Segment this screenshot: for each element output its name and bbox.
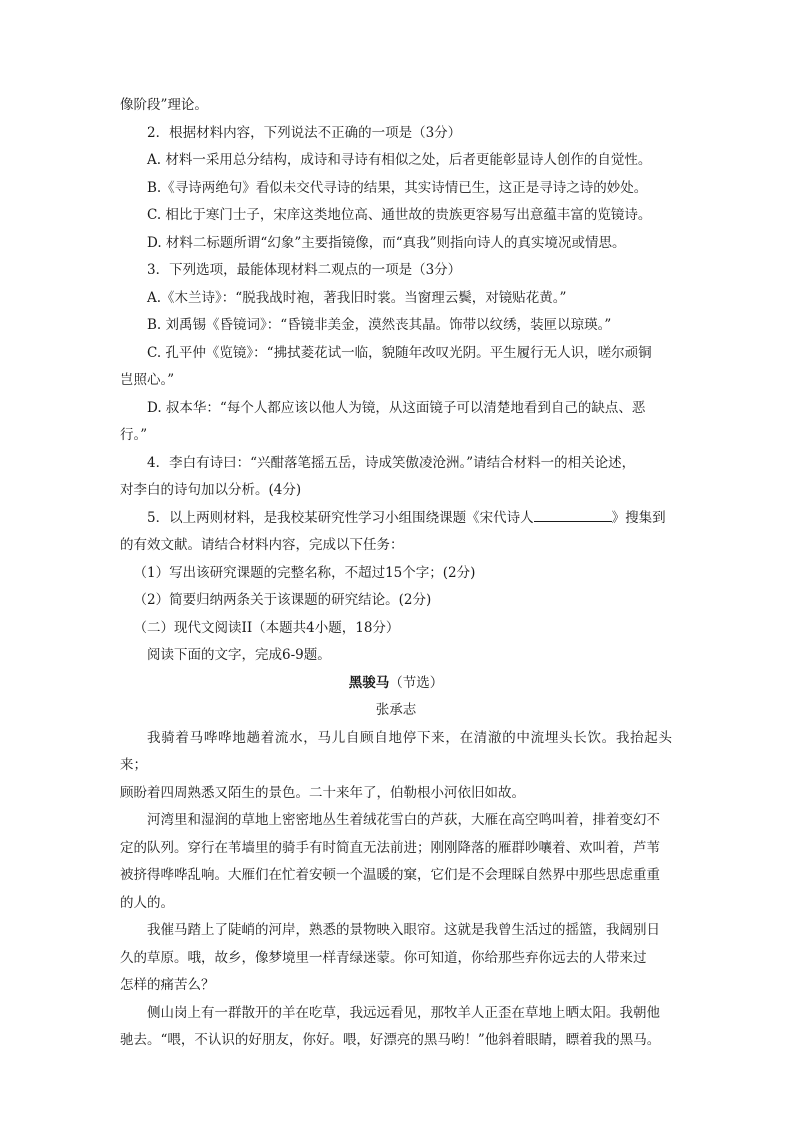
article-paragraph-2-line2: 定的队列。穿行在苇墙里的骑手有时简直无法前进；刚刚降落的雁群吵嚷着、欢叫着，芦苇 [120,839,660,856]
question-3-option-d-line2: 行。” [120,427,148,443]
article-paragraph-1-line2: 顾盼着四周熟悉又陌生的景色。二十来年了，伯勒根小河依旧如故。 [120,784,525,801]
article-paragraph-2-line1: 河湾里和湿润的草地上密密地丛生着绒花雪白的芦荻，大雁在高空鸣叫着，排着变幻不 [147,812,660,828]
article-title-line [120,670,672,698]
section-2-instruction: 阅读下面的文字，完成6-9题。 [147,647,331,663]
intro-tail: 像阶段”理论。 [120,97,208,113]
question-2-option-a: A. 材料一采用总分结构，成诗和寻诗有相似之处，后者更能彰显诗人创作的自觉性。 [147,152,652,168]
question-2-option-d: D. 材料二标题所谓“幻象”主要指镜像，而“真我”则指向诗人的真实境况或情思。 [147,234,626,251]
question-5-line1-pre: 5．以上两则材料，是我校某研究性学习小组围绕课题《宋代诗人 [147,509,534,526]
article-author: 张承志 [375,702,417,718]
question-4-line2: 对李白的诗句加以分析。(4分) [120,482,302,498]
article-paragraph-2-line4: 的人的。 [120,894,174,911]
question-2-stem: 2．根据材料内容，下列说法不正确的一项是（3分） [147,124,462,141]
article-title: 黑骏马 [348,674,390,691]
answer-blank[interactable] [534,507,612,522]
question-3-option-c-line2: 岂照心。” [120,372,175,388]
question-4-line1: 4．李白有诗曰：“兴酣落笔摇五岳，诗成笑傲凌沧洲。”请结合材料一的相关论述， [147,454,636,471]
article-paragraph-4-line1: 侧山岗上有一群散开的羊在吃草，我远远看见，那牧羊人正歪在草地上晒太阳。我朝他 [147,1004,660,1021]
question-3-option-d-line1: D. 叔本华：“每个人都应该以他人为镜，从这面镜子可以清楚地看到自己的缺点、恶 [147,399,646,416]
document-page [120,92,672,1055]
question-5-line2: 的有效文献。请结合材料内容，完成以下任务： [120,537,404,553]
question-2-option-b: B.《寻诗两绝句》看似未交代寻诗的结果，其实诗情已生，这正是寻诗之诗的妙处。 [147,179,648,196]
question-3-option-b: B. 刘禹锡《昏镜词》：“昏镜非美金，漠然丧其晶。饰带以纹绣，装匣以琼瑛。” [147,317,612,333]
question-3-option-a: A.《木兰诗》：“脱我战时袍，著我旧时裳。当窗理云鬓，对镜贴花黄。” [147,289,567,306]
article-paragraph-3-line3: 怎样的痛苦么？ [120,977,215,993]
question-5-line1 [120,505,672,533]
question-2-option-c: C. 相比于寒门士子，宋庠这类地位高、通世故的贵族更容易写出意蕴丰富的览镜诗。 [147,207,652,223]
question-5-task2: （2）简要归纳两条关于该课题的研究结论。(2分) [133,592,432,608]
article-title-note: （节选） [389,674,444,691]
article-paragraph-1-line1: 我骑着马哗哗地趟着流水，马儿自顾自地停下来，在清澈的中流埋头长饮。我抬起头来； [120,729,672,773]
question-5-line1-post: 》搜集到 [611,509,666,526]
section-2-heading: （二）现代文阅读II（本题共4小题，18分） [133,619,400,636]
article-paragraph-3-line2: 久的草原。哦，故乡，像梦境里一样青绿迷蒙。你可知道，你给那些弃你远去的人带来过 [120,949,647,966]
question-3-stem: 3．下列选项，最能体现材料二观点的一项是（3分） [147,262,462,278]
article-paragraph-3-line1: 我催马踏上了陡峭的河岸，熟悉的景物映入眼帘。这就是我曾生活过的摇篮，我阔别日 [147,922,660,938]
question-5-task1: （1）写出该研究课题的完整名称，不超过15个字；(2分) [133,564,476,581]
question-3-option-c-line1: C. 孔平仲《览镜》：“拂拭菱花试一临，貌随年改叹光阴。平生履行无人识，嗟尔顽铜 [147,344,652,361]
article-paragraph-4-line2: 驰去。“喂，不认识的好朋友，你好。喂，好漂亮的黑马哟！”他斜着眼睛，瞟着我的黑马。 [120,1032,661,1048]
article-paragraph-2-line3: 被挤得哗哗乱响。大雁们在忙着安顿一个温暖的窠，它们是不会理睬自然界中那些思虑重重 [120,867,660,883]
